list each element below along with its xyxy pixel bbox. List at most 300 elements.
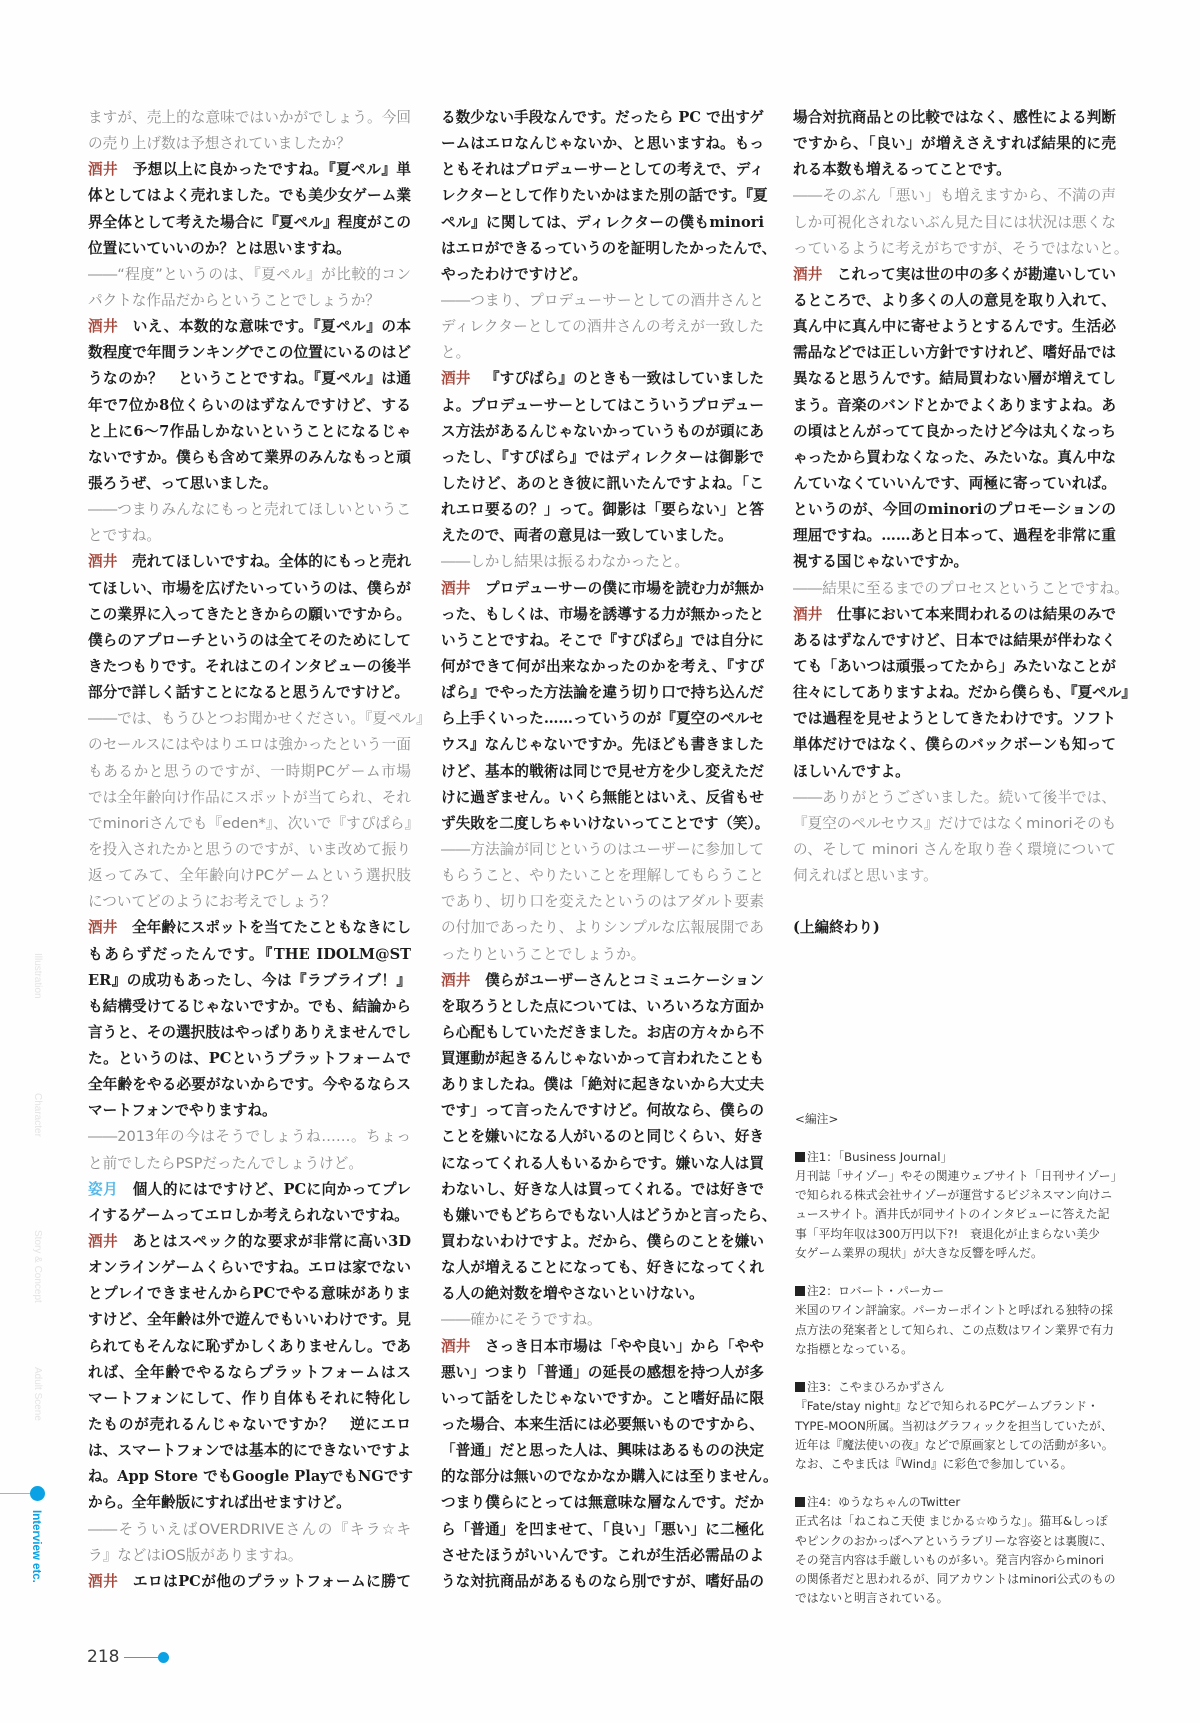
line-text: 『すぴぱら』のときも一致はしていました bbox=[484, 370, 764, 388]
line-text: ――そのぶん「悪い」も増えますから、不満の声 bbox=[793, 187, 1116, 205]
line-text: 往々にしてありますよね。だから僕らも、『夏ペル』 bbox=[793, 684, 1136, 702]
line-text: を投入されたかと思うのですが、いま改めて振り bbox=[88, 840, 411, 858]
text-line bbox=[88, 680, 411, 706]
interviewee-answer bbox=[793, 262, 1116, 576]
text-line bbox=[441, 314, 764, 340]
interviewee-answer bbox=[793, 602, 1136, 785]
section-tab-illustration[interactable]: Illustration bbox=[32, 953, 43, 999]
line-text: はエロができるっていうのを証明したかったんで、 bbox=[441, 239, 777, 257]
note-title bbox=[795, 1282, 1125, 1301]
text-line bbox=[88, 1543, 411, 1569]
note-item bbox=[795, 1493, 1125, 1608]
line-text: では過程を見せようとしてきたわけです。ソフト bbox=[793, 710, 1116, 728]
line-text: は、スマートフォンでは基本的にできないですよ bbox=[88, 1442, 411, 1460]
line-text: についてどのようにお考えでしょう？ bbox=[88, 893, 336, 911]
text-line bbox=[793, 236, 1129, 262]
text-line bbox=[441, 1386, 764, 1412]
text-line bbox=[88, 968, 411, 994]
line-text: えたので、両者の意見は一致していました。 bbox=[441, 527, 733, 545]
article-column-middle bbox=[441, 105, 778, 1595]
text-line bbox=[441, 654, 764, 680]
interviewee-answer bbox=[88, 314, 411, 497]
text-line bbox=[88, 654, 411, 680]
text-line bbox=[441, 1151, 764, 1177]
text-line bbox=[793, 105, 1116, 131]
text-line bbox=[88, 131, 411, 157]
interviewer-question bbox=[88, 1517, 411, 1569]
line-text: った、もしくは、市場を誘導する力が無かったと bbox=[441, 605, 764, 623]
line-text: ER』の成功もあったし、今は『ラブライブ！』 bbox=[88, 971, 411, 989]
text-line bbox=[793, 863, 1116, 889]
text-line bbox=[793, 602, 1116, 628]
section-tab-interview-active[interactable]: Interview etc. bbox=[30, 1510, 42, 1583]
text-line bbox=[793, 785, 1116, 811]
text-line bbox=[441, 1072, 764, 1098]
speaker-name: 酒井 bbox=[441, 1337, 471, 1355]
line-text: とプレイできませんからPCでやる意味がありま bbox=[88, 1285, 411, 1303]
text-line bbox=[441, 131, 764, 157]
line-text: な人が増えることになっても、好きになってくれ bbox=[441, 1259, 764, 1277]
line-text: 場合対抗商品との比較ではなく、感性による判断 bbox=[793, 109, 1116, 126]
text-line bbox=[441, 968, 764, 994]
notes-heading: <編注> bbox=[795, 1111, 839, 1126]
text-line bbox=[88, 1569, 411, 1595]
text-line bbox=[88, 1124, 411, 1150]
text-line bbox=[441, 942, 764, 968]
line-text: もあるかと思うのですが、一時期PCゲーム市場 bbox=[88, 762, 411, 780]
text-line bbox=[441, 1177, 764, 1203]
text-line bbox=[88, 1438, 411, 1464]
text-line bbox=[441, 1124, 764, 1150]
line-text: プロデューサーの僕に市場を読む力が無か bbox=[485, 579, 764, 597]
text-line bbox=[441, 393, 764, 419]
note-item bbox=[795, 1148, 1125, 1263]
line-text: 的な部分は無いのでなかなか購入には至りません。 bbox=[441, 1468, 778, 1486]
line-text: られてもそんなに恥ずかしくありませんし。であ bbox=[88, 1337, 411, 1355]
line-text: 視する国じゃないですか。 bbox=[793, 553, 969, 571]
text-line bbox=[88, 1229, 411, 1255]
text-line bbox=[441, 1438, 764, 1464]
line-text: の頃はとんがってて良かったけど今は丸くなっち bbox=[793, 422, 1116, 440]
text-line bbox=[441, 915, 764, 941]
line-text: 『夏空のペルセウス』だけではなくminoriそのも bbox=[793, 814, 1117, 832]
text-line bbox=[441, 1464, 778, 1490]
line-text: 返ってみて、全年齢向けPCゲームという選択肢 bbox=[88, 867, 411, 885]
text-line bbox=[793, 393, 1116, 419]
line-text: ら心配もしていただきました。お店の方々から不 bbox=[441, 1023, 764, 1041]
interviewee-answer bbox=[441, 576, 770, 837]
line-text: ――方法論が同じというのはユーザーに参加して bbox=[441, 840, 764, 858]
line-text: つまり僕らにとっては無意味な層なんです。だか bbox=[441, 1494, 764, 1512]
speaker-name: 酒井 bbox=[793, 265, 823, 283]
page-number-dot-icon bbox=[158, 1652, 169, 1663]
text-line bbox=[441, 105, 764, 131]
text-line bbox=[793, 680, 1136, 706]
note-line: ではないと明言されている。 bbox=[795, 1591, 949, 1606]
interviewer-question bbox=[88, 1124, 411, 1176]
line-text: ラ』などはiOS版がありますね。 bbox=[88, 1546, 303, 1564]
line-text: さっき日本市場は「やや良い」から「やや bbox=[484, 1337, 764, 1355]
text-line bbox=[793, 445, 1116, 471]
note-item bbox=[795, 1378, 1125, 1474]
text-line bbox=[88, 340, 411, 366]
text-line bbox=[441, 602, 764, 628]
line-text: ゃったから買わなくなった、みたいな。真ん中な bbox=[793, 448, 1116, 466]
speaker-name: 酒井 bbox=[88, 161, 119, 179]
line-text: れば、全年齢でやるならプラットフォームはス bbox=[88, 1363, 411, 1381]
section-indicator-dot-icon bbox=[30, 1486, 45, 1501]
line-text: 理屈ですね。……あと日本って、過程を非常に重 bbox=[793, 527, 1116, 545]
note-line: 『Fate/stay night』などで知られるPCゲームブランド・ bbox=[795, 1399, 1099, 1414]
line-text: ら上手くいった……っていうのが『夏空のペルセ bbox=[441, 710, 764, 728]
page-number: 218 bbox=[87, 1647, 120, 1667]
text-line bbox=[441, 1412, 764, 1438]
line-text: 全年齢にスポットを当てたこともなきにし bbox=[131, 919, 411, 937]
square-bullet-icon bbox=[795, 1382, 805, 1392]
text-line bbox=[441, 1281, 764, 1307]
text-line bbox=[88, 811, 420, 837]
text-line bbox=[441, 837, 764, 863]
text-line bbox=[441, 706, 764, 732]
line-text: を取ろうとした点については、いろいろな方面か bbox=[441, 997, 764, 1015]
speaker-name: 酒井 bbox=[441, 971, 471, 989]
interviewee-answer bbox=[88, 1177, 411, 1229]
line-text: ほしいんですよ。 bbox=[793, 762, 910, 780]
line-text: 売れてほしいですね。全体的にもっと売れ bbox=[131, 553, 411, 571]
interviewee-answer bbox=[88, 1229, 411, 1517]
speaker-name: 酒井 bbox=[88, 1233, 119, 1251]
text-line bbox=[441, 863, 764, 889]
interviewer-question bbox=[441, 1307, 764, 1333]
line-text: です」って言ったんですけど。何故なら、僕らの bbox=[441, 1102, 764, 1120]
line-text: きたつもりです。それはこのインタビューの後半 bbox=[88, 657, 411, 675]
text-line bbox=[88, 549, 411, 575]
line-text: まう。音楽のバンドとかでよくありますよね。あ bbox=[793, 396, 1116, 414]
line-text: けど、基本的戦術は同じで見せ方を少し変えただ bbox=[441, 762, 764, 780]
text-line bbox=[88, 759, 411, 785]
text-line bbox=[793, 628, 1116, 654]
line-text: ームはエロなんじゃないか、と思いますね。もっ bbox=[441, 135, 764, 153]
text-line bbox=[441, 497, 764, 523]
line-text: ても「あいつは頑張ってたから」みたいなことが bbox=[793, 657, 1116, 675]
square-bullet-icon bbox=[795, 1286, 805, 1296]
line-text: ――ありがとうございました。続いて後半では、 bbox=[793, 788, 1116, 806]
text-line bbox=[88, 1307, 411, 1333]
text-line bbox=[441, 1098, 764, 1124]
text-line bbox=[441, 759, 764, 785]
note-line: 点方法の発案者として知られ、この点数はワイン業界で有力 bbox=[795, 1322, 1114, 1337]
interviewer-question bbox=[793, 576, 1129, 602]
text-line bbox=[793, 759, 1116, 785]
text-line bbox=[88, 576, 411, 602]
line-text: 仕事において本来問われるのは結果のみで bbox=[836, 605, 1116, 623]
line-text: 何ができて何が出来なかったのかを考え、『すぴ bbox=[441, 657, 764, 675]
note-line: 月刊誌「サイゾー」やその関連ウェブサイト「日刊サイゾー」 bbox=[795, 1169, 1123, 1184]
text-line bbox=[441, 1334, 764, 1360]
text-line bbox=[88, 1334, 411, 1360]
text-line bbox=[88, 994, 411, 1020]
note-title-text: 注3：こやまひろかずさん bbox=[807, 1380, 945, 1395]
line-text: やったわけですけど。 bbox=[441, 265, 587, 283]
interviewee-answer bbox=[88, 157, 411, 262]
square-bullet-icon bbox=[795, 1497, 805, 1507]
line-text: になってくれる人もいるからです。嫌いな人は買 bbox=[441, 1154, 764, 1172]
text-line bbox=[441, 445, 764, 471]
speaker-name: 酒井 bbox=[793, 605, 823, 623]
interviewee-answer bbox=[88, 549, 411, 706]
text-line bbox=[88, 1203, 411, 1229]
text-line bbox=[88, 366, 411, 392]
line-text: 位置にいていいのか？とは思いますね。 bbox=[88, 239, 351, 257]
text-line bbox=[793, 497, 1116, 523]
text-line bbox=[88, 393, 411, 419]
line-text: った場合、本来生活には必要無いものですから、 bbox=[441, 1416, 764, 1434]
line-text: 需品などでは正しい方針ですけれど、嗜好品では bbox=[793, 344, 1116, 362]
note-line: 米国のワイン評論家。パーカーポイントと呼ばれる独特の採 bbox=[795, 1303, 1113, 1318]
interviewer-question bbox=[441, 288, 764, 366]
text-line bbox=[88, 1412, 411, 1438]
text-line bbox=[441, 1020, 764, 1046]
interviewee-answer bbox=[441, 105, 777, 288]
line-text: いって話をしたじゃないですか。こと嗜好品に限 bbox=[441, 1389, 764, 1407]
note-line: TYPE-MOON所属。当初はグラフィックを担当していたが、 bbox=[795, 1418, 1113, 1433]
line-text: ますが、売上的な意味ではいかがでしょう。今回 bbox=[88, 109, 411, 126]
line-text: た。というのは、PCというプラットフォームで bbox=[88, 1050, 411, 1068]
text-line bbox=[88, 706, 431, 732]
line-text: 悪い」つまり「普通」の延長の感想を持つ人が多 bbox=[441, 1363, 764, 1381]
line-text: ね。App Store でもGoogle PlayでもNGです bbox=[88, 1468, 413, 1486]
interviewer-question bbox=[441, 837, 764, 968]
text-line bbox=[88, 628, 411, 654]
text-line bbox=[793, 183, 1116, 209]
line-text: 「普通」だと思った人は、興味はあるものの決定 bbox=[441, 1442, 764, 1460]
interviewer-question bbox=[441, 549, 764, 575]
line-text: から。全年齢版にすれば出せますけど。 bbox=[88, 1494, 351, 1512]
line-text: 僕らがユーザーさんとコミュニケーション bbox=[485, 971, 764, 989]
text-line bbox=[88, 785, 411, 811]
line-text: ず失敗を二度しちゃいけないってことです（笑）。 bbox=[441, 814, 770, 832]
line-text: うなのか？ ということですね。『夏ペル』は通 bbox=[88, 370, 411, 388]
speaker-name: 酒井 bbox=[441, 579, 471, 597]
text-line bbox=[441, 471, 764, 497]
text-line bbox=[441, 811, 770, 837]
text-line bbox=[441, 994, 764, 1020]
interviewer-question bbox=[88, 706, 431, 915]
text-line bbox=[793, 576, 1129, 602]
section-tab-character[interactable]: Character bbox=[32, 1093, 43, 1137]
line-text: も嫌いでもどちらでもない人はどうかと言ったら、 bbox=[441, 1206, 777, 1224]
interviewee-answer bbox=[441, 366, 764, 549]
line-text: の売り上げ数は予想されていましたか？ bbox=[88, 135, 351, 153]
line-text: るところで、より多くの人の意見を取り入れて、 bbox=[793, 291, 1116, 309]
note-line: ュースサイト。酒井氏が同サイトのインタビューに答えた記 bbox=[795, 1207, 1110, 1222]
line-text: ペル』に関しては、ディレクターの僕もminori bbox=[441, 213, 764, 231]
section-tab-adult-scene[interactable]: Adult Scene bbox=[32, 1367, 43, 1421]
line-text: のセールスにはやはりエロは強かったという一面 bbox=[88, 736, 411, 754]
line-text: ディレクターとしての酒井さんの考えが一致した bbox=[441, 318, 764, 336]
line-text: させたほうがいいんです。これが生活必需品のよ bbox=[441, 1546, 764, 1564]
line-text: よ。プロデューサーとしてはこういうプロデュー bbox=[441, 396, 764, 414]
text-line bbox=[88, 837, 411, 863]
line-text: 個人的にはですけど、PCに向かってプレ bbox=[132, 1180, 411, 1198]
line-text: すけど、全年齢は外で遊んでもいいわけです。見 bbox=[88, 1311, 411, 1329]
line-text: というのが、今回のminoriのプロモーションの bbox=[793, 501, 1116, 519]
line-text: と前でしたらPSPだったんでしょうけど。 bbox=[88, 1154, 363, 1172]
line-text: 真ん中に真ん中に寄せようとするんです。生活必 bbox=[793, 318, 1116, 336]
text-line bbox=[441, 1490, 764, 1516]
line-text: もあらずだったんです。『THE IDOLM@ST bbox=[88, 945, 411, 963]
line-text: っているように考えがちですが、そうではないと。 bbox=[793, 239, 1129, 257]
interviewer-question bbox=[88, 262, 411, 314]
text-line bbox=[88, 1281, 411, 1307]
line-text: レクターとして作りたいかはまた別の話です。『夏 bbox=[441, 187, 768, 205]
text-line bbox=[88, 419, 411, 445]
text-line bbox=[793, 210, 1116, 236]
text-line bbox=[88, 1490, 411, 1516]
interviewee-answer bbox=[88, 1569, 411, 1595]
note-title bbox=[795, 1493, 1125, 1512]
text-line bbox=[793, 131, 1116, 157]
text-line bbox=[441, 262, 764, 288]
text-line bbox=[441, 1046, 764, 1072]
line-text: ――つまり、プロデューサーとしての酒井さんと bbox=[441, 291, 764, 309]
line-text: 予想以上に良かったですね。『夏ペル』単 bbox=[132, 161, 411, 179]
line-text: んていなくていいんです、両極に寄っていれば。 bbox=[793, 474, 1116, 492]
note-line: の関係者だと思われるが、同アカウントはminori公式のもの bbox=[795, 1572, 1116, 1586]
text-line bbox=[441, 1203, 777, 1229]
note-line: で知られる株式会社サイゾーが運営するビジネスマン向けニ bbox=[795, 1188, 1113, 1203]
text-line bbox=[88, 732, 411, 758]
line-text: も結構受けてるじゃないですか。でも、結論から bbox=[88, 997, 411, 1015]
line-text: ったりということでしょうか。 bbox=[441, 945, 646, 963]
text-line bbox=[793, 811, 1116, 837]
line-text: たものが売れるんじゃないですか？ 逆にエロ bbox=[88, 1416, 411, 1434]
note-line: 近年は『魔法使いの夜』などで原画家としての活動が多い。 bbox=[795, 1437, 1114, 1452]
note-line: 正式名は「ねこねこ天使 まじかる☆ゆうな」。猫耳&しっぽ bbox=[795, 1514, 1108, 1529]
text-line bbox=[793, 262, 1116, 288]
interviewer-question bbox=[88, 105, 411, 157]
text-line bbox=[441, 210, 764, 236]
line-text: ったし、『すぴぱら』ではディレクターは御影で bbox=[441, 448, 764, 466]
text-line bbox=[88, 105, 411, 131]
speaker-name: 酒井 bbox=[441, 370, 471, 388]
interviewee-answer bbox=[441, 1334, 778, 1595]
line-text: ありましたね。僕は「絶対に起きないから大丈夫 bbox=[441, 1076, 764, 1094]
text-line bbox=[88, 210, 411, 236]
line-text: あるはずなんですけど、日本では結果が伴わなく bbox=[793, 631, 1116, 649]
text-line bbox=[441, 183, 768, 209]
line-text: ――つまりみんなにもっと売れてほしいというこ bbox=[88, 501, 411, 519]
line-text: ないですか。僕らも含めて業界のみんなもっと頑 bbox=[88, 448, 411, 466]
text-line bbox=[88, 1177, 411, 1203]
line-text: オンラインゲームくらいですね。エロは家でない bbox=[88, 1259, 411, 1277]
line-text: ――確かにそうですね。 bbox=[441, 1311, 602, 1329]
interviewee-answer bbox=[88, 915, 411, 1124]
speaker-name: 酒井 bbox=[88, 919, 118, 937]
line-text: と上に6～7作品しかないということになるじゃ bbox=[88, 422, 411, 440]
text-line bbox=[88, 1046, 411, 1072]
text-line bbox=[793, 549, 1116, 575]
text-line bbox=[88, 942, 411, 968]
line-text: いえ、本数的な意味です。『夏ペル』の本 bbox=[132, 318, 411, 336]
line-text: ――“程度”というのは、『夏ペル』が比較的コン bbox=[88, 265, 411, 283]
line-text: したけど、あのとき彼に訊いたんですよね。「こ bbox=[441, 474, 764, 492]
line-text: イするゲームってエロしか考えられないですね。 bbox=[88, 1206, 409, 1224]
text-line bbox=[441, 236, 777, 262]
line-text: 年で7位か8位くらいのはずなんですけど、する bbox=[88, 396, 411, 414]
line-text: でminoriさんでも『eden*』、次いで『すぴぱら』 bbox=[88, 814, 420, 832]
line-text: れる本数も増えるってことです。 bbox=[793, 161, 1011, 179]
line-text: ス方法があるんじゃないかっていうものが頭にあ bbox=[441, 422, 764, 440]
line-text: ともそれはプロデューサーとしての考えで、ディ bbox=[441, 161, 764, 179]
note-line: 事「平均年収は300万円以下?! 衰退化が止まらない美少 bbox=[795, 1226, 1100, 1241]
text-line bbox=[441, 157, 764, 183]
section-tab-story-concept[interactable]: Story & Concept bbox=[32, 1230, 43, 1303]
text-line bbox=[88, 915, 411, 941]
note-line: 女ゲーム業界の現状」が大きな反響を呼んだ。 bbox=[795, 1245, 1043, 1260]
text-line bbox=[441, 366, 764, 392]
text-line bbox=[441, 628, 764, 654]
line-text: 僕らのアプローチというのは全てそのためにして bbox=[88, 631, 411, 649]
line-text: わないし、好きな人は買ってくれる。では好きで bbox=[441, 1180, 764, 1198]
text-line bbox=[793, 340, 1116, 366]
line-text: れエロ要るの？」って。御影は「要らない」と答 bbox=[441, 501, 764, 519]
text-line bbox=[441, 1517, 764, 1543]
text-line bbox=[88, 602, 411, 628]
text-line bbox=[441, 785, 764, 811]
text-line bbox=[88, 445, 411, 471]
text-line bbox=[88, 1360, 411, 1386]
text-line bbox=[441, 523, 764, 549]
text-line bbox=[88, 497, 411, 523]
text-line bbox=[793, 837, 1116, 863]
line-text: ウス』なんじゃないですか。先ほども書きました bbox=[441, 736, 764, 754]
page-number-line bbox=[124, 1657, 161, 1658]
part-end-mark: (上編終わり) bbox=[793, 919, 880, 937]
line-text: の、そして minori さんを取り巻く環境について bbox=[793, 840, 1116, 858]
text-line bbox=[793, 288, 1116, 314]
line-text: エロはPCが他のプラットフォームに勝て bbox=[132, 1572, 411, 1590]
note-line: その発言内容は手厳しいものが多い。発言内容からminori bbox=[795, 1552, 1104, 1567]
text-line bbox=[88, 1020, 411, 1046]
text-line bbox=[88, 523, 411, 549]
note-title bbox=[795, 1378, 1125, 1397]
text-line bbox=[441, 576, 764, 602]
text-line bbox=[793, 314, 1116, 340]
text-line bbox=[88, 471, 411, 497]
text-line bbox=[88, 1464, 411, 1490]
text-line bbox=[441, 1569, 764, 1595]
line-text: しか可視化されないぶん見た目には状況は悪くな bbox=[793, 213, 1116, 231]
article-column-left bbox=[88, 105, 431, 1595]
text-line bbox=[88, 1517, 411, 1543]
line-text: 張ろうぜ、って思いました。 bbox=[88, 474, 278, 492]
line-text: であり、切り口を変えたというのはアダルト要素 bbox=[441, 893, 764, 911]
note-item bbox=[795, 1282, 1125, 1359]
line-text: 界全体として考えた場合に『夏ペル』程度がこの bbox=[88, 213, 411, 231]
line-text: 言うと、その選択肢はやっぱりありえませんでし bbox=[88, 1023, 411, 1041]
line-text: パクトな作品だからということでしょうか？ bbox=[88, 291, 380, 309]
interviewer-question bbox=[88, 497, 411, 549]
line-text: マートフォンにして、作り自体もそれに特化し bbox=[88, 1389, 411, 1407]
line-text: 伺えればと思います。 bbox=[793, 867, 938, 885]
text-line bbox=[441, 1307, 764, 1333]
line-text: る数少ない手段なんです。だったら PC で出すゲ bbox=[441, 109, 765, 126]
line-text: ぱら』でやった方法論を違う切り口で持ち込んだ bbox=[441, 684, 764, 702]
line-text: ――では、もうひとつお聞かせください。『夏ペル』 bbox=[88, 710, 431, 728]
text-line bbox=[793, 366, 1116, 392]
line-text: 買わないわけですよ。だから、僕らのことを嫌い bbox=[441, 1233, 764, 1251]
